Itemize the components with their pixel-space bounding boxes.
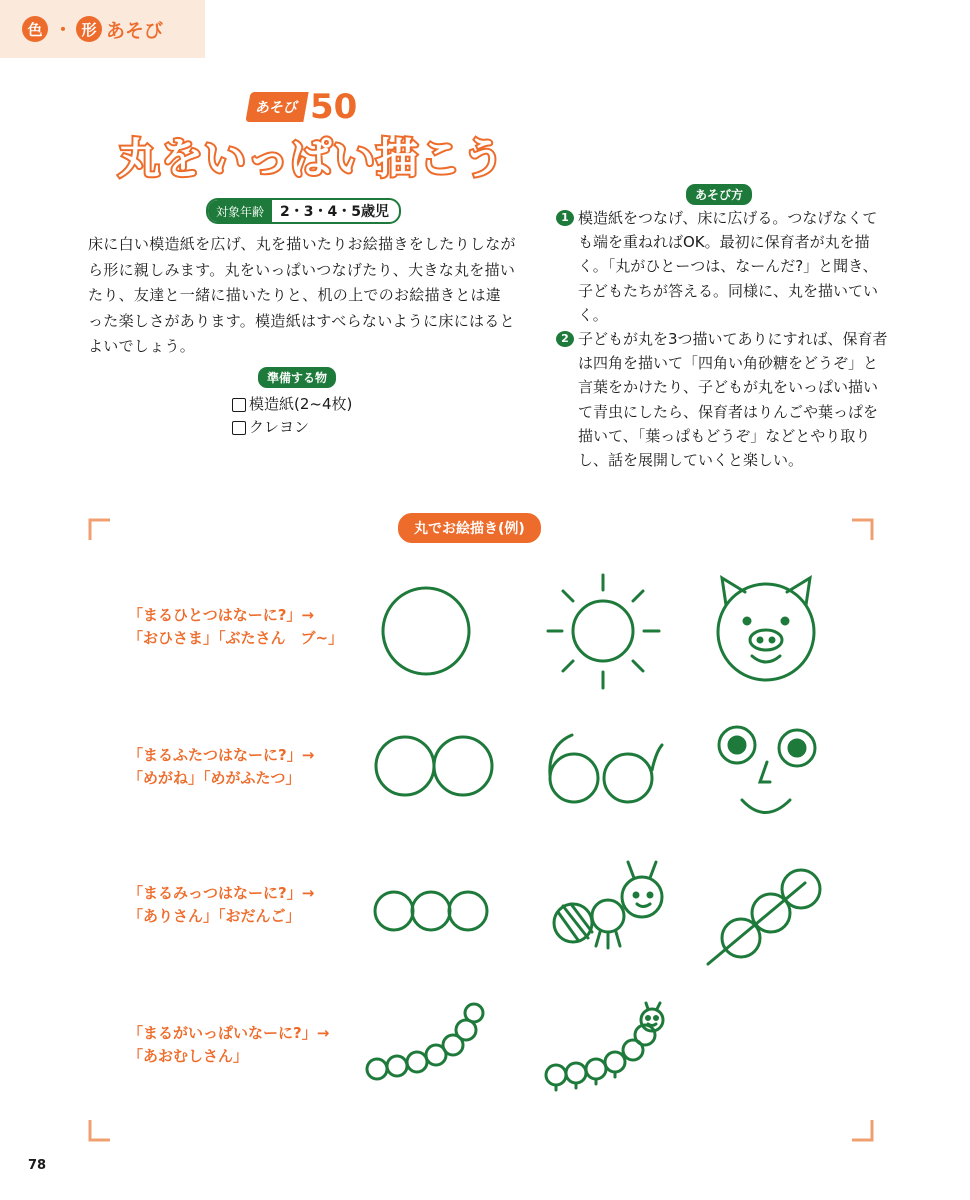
- caterpillar-icon: [546, 1003, 663, 1090]
- answer-text: 「あおむしさん」: [128, 1047, 249, 1065]
- step-text: 子どもが丸を3つ描いてありにすれば、保育者は四角を描いて「四角い角砂糖をどうぞ」と言葉をかけたり、子どもが丸をいっぱい描いて青虫にしたら、保育者はりんごや葉っぱを描いて、「葉っぱもどうぞ」などとやり取りし、話を展開していくと楽しい。: [578, 330, 888, 470]
- step-number-icon: 1: [556, 210, 574, 226]
- question-text: 「まるみっつはなーに?」→: [128, 884, 315, 902]
- examples-heading: 丸でお絵描き(例): [398, 513, 541, 543]
- question-text: 「まるがいっぱいなーに?」→: [128, 1024, 330, 1042]
- section-tab-dot: ・: [54, 20, 72, 41]
- answer-text: 「ありさん」「おだんご」: [128, 907, 301, 925]
- age-label: 対象年齢: [208, 200, 272, 222]
- pig-icon: [718, 578, 814, 680]
- intro-paragraph: 床に白い模造紙を広げ、丸を描いたりお絵描きをしたりしながら形に親しみます。丸をいっぱいつなげたり、大きな丸を描いたり、友達と一緒に描いたりと、机の上でのお絵描きとは違った楽しさがあります。模造紙はすべらないように床にはるとよいでしょう。: [88, 235, 516, 355]
- sun-icon: [548, 575, 659, 688]
- three-circles-icon: [375, 892, 487, 930]
- prepare-item-label: 模造紙(2~4枚): [249, 395, 353, 413]
- prepare-heading: 準備する物: [258, 367, 336, 388]
- section-tab-circle-2: 形: [76, 16, 102, 42]
- two-circles-icon: [376, 737, 492, 795]
- activity-number: 50: [310, 87, 358, 127]
- question-text: 「まるふたつはなーに?」→: [128, 746, 315, 764]
- step-text: 模造紙をつなげ、床に広げる。つなげなくても端を重ねればOK。最初に保育者が丸を描く。「丸がひとーつは、なーんだ?」と聞き、子どもたちが答える。同様に、丸を描いていく。: [578, 209, 879, 324]
- section-tab-circle: 色: [22, 16, 48, 42]
- step-number-icon: 2: [556, 331, 574, 347]
- many-circles-icon: [367, 1004, 483, 1079]
- page-title-text: 丸をいっぱい描こう: [118, 134, 506, 183]
- answer-text: 「おひさま」「ぶたさん ブ~」: [128, 629, 344, 647]
- age-value: 2・3・4・5歳児: [280, 204, 389, 220]
- activity-number-label: あそび: [245, 92, 308, 122]
- page-number: 78: [28, 1158, 47, 1173]
- face-icon: [719, 727, 815, 813]
- ant-icon: [554, 862, 662, 948]
- section-tab-label: あそび: [106, 19, 164, 42]
- how-to-play-heading: あそび方: [686, 184, 752, 205]
- glasses-icon: [550, 735, 662, 802]
- prepare-item-label: クレヨン: [249, 418, 310, 436]
- circle-icon: [383, 588, 469, 674]
- dango-icon: [708, 870, 820, 964]
- answer-text: 「めがね」「めがふたつ」: [128, 769, 301, 787]
- question-text: 「まるひとつはなーに?」→: [128, 606, 314, 624]
